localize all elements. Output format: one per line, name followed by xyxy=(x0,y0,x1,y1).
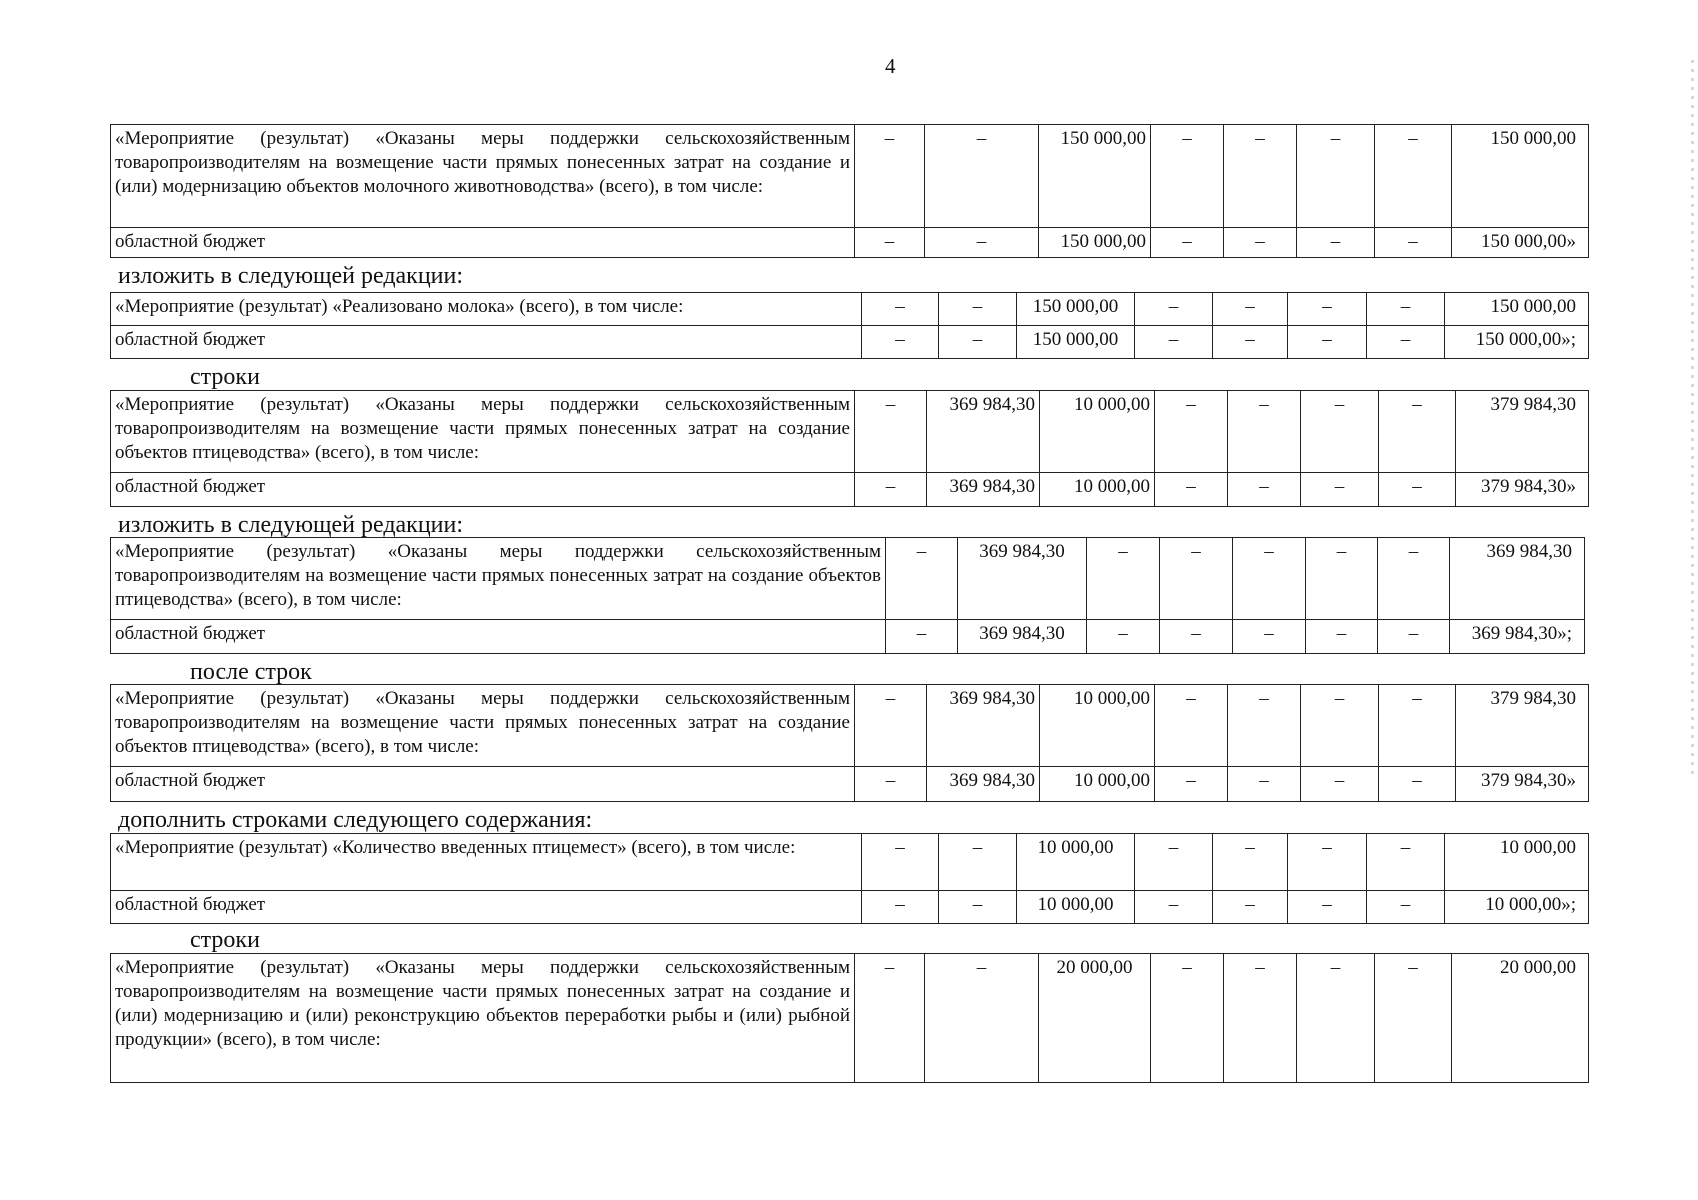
value-cell: – xyxy=(1367,326,1445,359)
total-cell: 150 000,00»; xyxy=(1445,326,1589,359)
row-label: «Мероприятие (результат) «Оказаны меры поддержки сельскохозяйственным товаропроизводителям на возмещение части прямых понесенных затрат на создание объектов птицеводства» (всего), в том числе: xyxy=(111,391,855,473)
value-cell: – xyxy=(1288,326,1367,359)
value-cell: – xyxy=(1378,538,1450,620)
value-cell: – xyxy=(1379,473,1456,507)
value-cell: – xyxy=(1224,125,1297,228)
total-cell: 150 000,00 xyxy=(1452,125,1589,228)
value-cell: – xyxy=(1375,228,1452,258)
total-cell: 150 000,00 xyxy=(1445,293,1589,326)
value-cell: 369 984,30 xyxy=(927,767,1040,802)
row-label: областной бюджет xyxy=(111,891,862,924)
table-row xyxy=(111,954,1589,1083)
budget-table-1 xyxy=(110,124,1589,258)
value-cell: – xyxy=(939,891,1017,924)
value-cell: – xyxy=(1155,685,1228,767)
value-cell: – xyxy=(1306,620,1378,654)
value-cell: – xyxy=(1301,473,1379,507)
value-cell: – xyxy=(1151,125,1224,228)
table-row xyxy=(111,293,1589,326)
value-cell: – xyxy=(1379,391,1456,473)
row-label: областной бюджет xyxy=(111,473,855,507)
table-row xyxy=(111,685,1589,767)
value-cell: 10 000,00 xyxy=(1040,767,1155,802)
row-label: «Мероприятие (результат) «Оказаны меры поддержки сельскохозяйственным товаропроизводителям на возмещение части прямых понесенных затрат на создание объектов птицеводства» (всего), в том числе: xyxy=(111,685,855,767)
value-cell: – xyxy=(1151,228,1224,258)
value-cell: – xyxy=(862,891,939,924)
value-cell: – xyxy=(855,125,925,228)
value-cell: 369 984,30 xyxy=(927,391,1040,473)
page-number: 4 xyxy=(885,54,896,78)
value-cell: 20 000,00 xyxy=(1039,954,1151,1083)
total-cell: 379 984,30 xyxy=(1456,685,1589,767)
value-cell: – xyxy=(1087,538,1160,620)
total-cell: 379 984,30» xyxy=(1456,767,1589,802)
value-cell: – xyxy=(1224,954,1297,1083)
value-cell: 150 000,00 xyxy=(1017,293,1135,326)
value-cell: – xyxy=(925,125,1039,228)
budget-table-3 xyxy=(110,390,1589,507)
value-cell: – xyxy=(1155,767,1228,802)
value-cell: – xyxy=(1297,954,1375,1083)
value-cell: – xyxy=(1367,891,1445,924)
value-cell: 150 000,00 xyxy=(1039,125,1151,228)
row-label: «Мероприятие (результат) «Оказаны меры поддержки сельскохозяйственным товаропроизводителям на возмещение части прямых понесенных затрат на создание и (или) модернизацию объектов молочного животноводства» (всего), в том числе: xyxy=(111,125,855,228)
value-cell: – xyxy=(1379,767,1456,802)
value-cell: – xyxy=(925,954,1039,1083)
table-row xyxy=(111,891,1589,924)
table-row xyxy=(111,228,1589,258)
value-cell: – xyxy=(1301,685,1379,767)
value-cell: 369 984,30 xyxy=(958,538,1087,620)
value-cell: – xyxy=(939,326,1017,359)
table-row xyxy=(111,834,1589,891)
row-label: областной бюджет xyxy=(111,620,886,654)
value-cell: – xyxy=(855,473,927,507)
value-cell: – xyxy=(1224,228,1297,258)
value-cell: – xyxy=(1213,326,1288,359)
value-cell: – xyxy=(1228,473,1301,507)
amendment-heading: строки xyxy=(190,927,260,953)
value-cell: – xyxy=(1367,293,1445,326)
total-cell: 20 000,00 xyxy=(1452,954,1589,1083)
value-cell: – xyxy=(886,620,958,654)
value-cell: 150 000,00 xyxy=(1017,326,1135,359)
total-cell: 379 984,30» xyxy=(1456,473,1589,507)
budget-table-4 xyxy=(110,537,1585,654)
value-cell: – xyxy=(1135,834,1213,891)
table-row xyxy=(111,326,1589,359)
value-cell: – xyxy=(1233,620,1306,654)
value-cell: – xyxy=(1375,125,1452,228)
budget-table-6 xyxy=(110,833,1589,924)
amendment-heading: дополнить строками следующего содержания: xyxy=(118,807,593,833)
value-cell: – xyxy=(855,391,927,473)
value-cell: – xyxy=(1288,834,1367,891)
value-cell: – xyxy=(1228,685,1301,767)
value-cell: – xyxy=(855,228,925,258)
table-row xyxy=(111,391,1589,473)
amendment-heading: строки xyxy=(190,364,260,390)
value-cell: – xyxy=(1213,293,1288,326)
value-cell: – xyxy=(1301,391,1379,473)
value-cell: – xyxy=(1155,473,1228,507)
amendment-heading: изложить в следующей редакции: xyxy=(118,512,464,538)
value-cell: – xyxy=(1306,538,1378,620)
amendment-heading: после строк xyxy=(190,659,312,685)
total-cell: 10 000,00 xyxy=(1445,834,1589,891)
value-cell: – xyxy=(1378,620,1450,654)
value-cell: – xyxy=(1301,767,1379,802)
value-cell: – xyxy=(1135,293,1213,326)
value-cell: 10 000,00 xyxy=(1040,685,1155,767)
value-cell: – xyxy=(1213,891,1288,924)
value-cell: 369 984,30 xyxy=(958,620,1087,654)
scan-edge-mark xyxy=(1691,60,1694,780)
row-label: «Мероприятие (результат) «Оказаны меры поддержки сельскохозяйственным товаропроизводителям на возмещение части прямых понесенных затрат на создание и (или) модернизацию и (или) реконструкцию объектов переработки рыбы и (или) рыбной продукции» (всего), в том числе: xyxy=(111,954,855,1083)
value-cell: – xyxy=(1228,767,1301,802)
row-label: «Мероприятие (результат) «Реализовано молока» (всего), в том числе: xyxy=(111,293,862,326)
total-cell: 379 984,30 xyxy=(1456,391,1589,473)
budget-table-2 xyxy=(110,292,1589,359)
total-cell: 150 000,00» xyxy=(1452,228,1589,258)
row-label: «Мероприятие (результат) «Оказаны меры поддержки сельскохозяйственным товаропроизводителям на возмещение части прямых понесенных затрат на создание объектов птицеводства» (всего), в том числе: xyxy=(111,538,886,620)
value-cell: – xyxy=(1087,620,1160,654)
value-cell: 369 984,30 xyxy=(927,685,1040,767)
value-cell: 150 000,00 xyxy=(1039,228,1151,258)
table-row xyxy=(111,473,1589,507)
value-cell: – xyxy=(939,293,1017,326)
value-cell: – xyxy=(855,767,927,802)
value-cell: – xyxy=(862,834,939,891)
total-cell: 369 984,30 xyxy=(1450,538,1585,620)
value-cell: – xyxy=(1160,620,1233,654)
value-cell: – xyxy=(1288,891,1367,924)
value-cell: – xyxy=(939,834,1017,891)
value-cell: 10 000,00 xyxy=(1040,391,1155,473)
row-label: областной бюджет xyxy=(111,326,862,359)
total-cell: 10 000,00»; xyxy=(1445,891,1589,924)
value-cell: – xyxy=(925,228,1039,258)
value-cell: – xyxy=(1379,685,1456,767)
value-cell: – xyxy=(1135,326,1213,359)
value-cell: – xyxy=(1375,954,1452,1083)
value-cell: – xyxy=(862,293,939,326)
value-cell: 10 000,00 xyxy=(1017,834,1135,891)
value-cell: – xyxy=(1151,954,1224,1083)
table-row xyxy=(111,620,1585,654)
value-cell: – xyxy=(1297,228,1375,258)
value-cell: – xyxy=(1367,834,1445,891)
amendment-heading: изложить в следующей редакции: xyxy=(118,263,464,289)
value-cell: – xyxy=(886,538,958,620)
value-cell: – xyxy=(1288,293,1367,326)
row-label: областной бюджет xyxy=(111,228,855,258)
value-cell: – xyxy=(1160,538,1233,620)
value-cell: – xyxy=(1135,891,1213,924)
value-cell: – xyxy=(1155,391,1228,473)
value-cell: – xyxy=(1213,834,1288,891)
value-cell: 10 000,00 xyxy=(1017,891,1135,924)
budget-table-5 xyxy=(110,684,1589,802)
table-row xyxy=(111,767,1589,802)
value-cell: 369 984,30 xyxy=(927,473,1040,507)
row-label: «Мероприятие (результат) «Количество введенных птицемест» (всего), в том числе: xyxy=(111,834,862,891)
value-cell: – xyxy=(862,326,939,359)
value-cell: – xyxy=(855,954,925,1083)
value-cell: – xyxy=(1233,538,1306,620)
table-row xyxy=(111,538,1585,620)
budget-table-7 xyxy=(110,953,1589,1083)
value-cell: – xyxy=(1228,391,1301,473)
value-cell: 10 000,00 xyxy=(1040,473,1155,507)
row-label: областной бюджет xyxy=(111,767,855,802)
table-row xyxy=(111,125,1589,228)
value-cell: – xyxy=(855,685,927,767)
total-cell: 369 984,30»; xyxy=(1450,620,1585,654)
value-cell: – xyxy=(1297,125,1375,228)
